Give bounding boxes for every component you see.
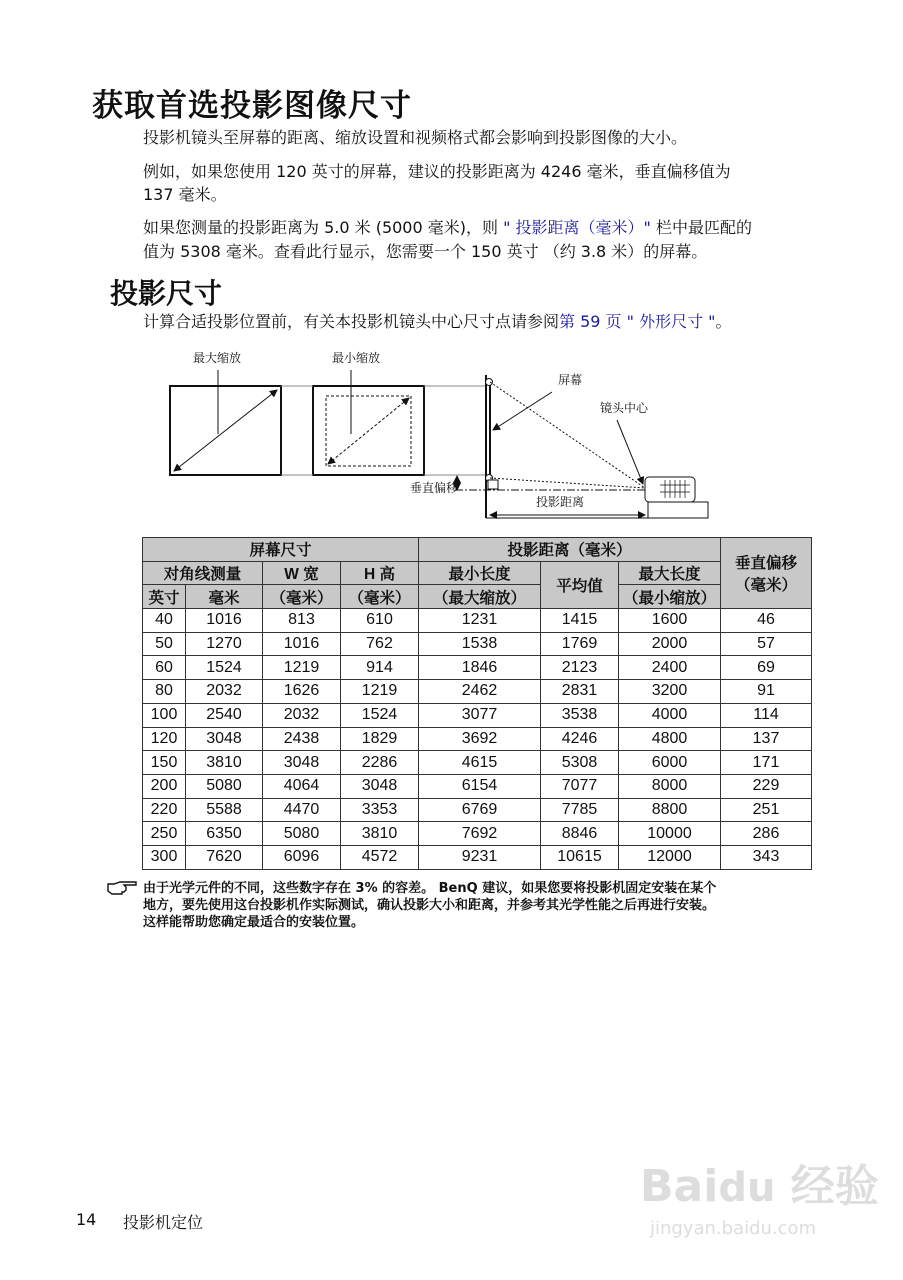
header-min-sub: （最大缩放） <box>419 585 541 609</box>
table-cell: 120 <box>143 727 186 751</box>
table-cell: 1016 <box>186 609 263 633</box>
table-cell: 2286 <box>341 751 419 775</box>
table-cell: 6769 <box>419 798 541 822</box>
table-cell: 10615 <box>541 845 619 869</box>
header-mm: 毫米 <box>186 585 263 609</box>
header-max-sub: （最小缩放） <box>619 585 721 609</box>
table-cell: 171 <box>721 751 812 775</box>
table-cell: 3077 <box>419 703 541 727</box>
table-row <box>143 680 812 704</box>
table-cell: 50 <box>143 632 186 656</box>
table-cell: 2400 <box>619 656 721 680</box>
table-cell: 286 <box>721 822 812 846</box>
table-cell: 7077 <box>541 774 619 798</box>
table-cell: 3048 <box>341 774 419 798</box>
table-cell: 6096 <box>263 845 341 869</box>
table-row <box>143 727 812 751</box>
table-row <box>143 822 812 846</box>
paragraph: 投影机镜头至屏幕的距离、缩放设置和视频格式都会影响到投影图像的大小。 <box>143 128 688 147</box>
header-height-unit: （毫米） <box>341 585 419 609</box>
table-cell: 7692 <box>419 822 541 846</box>
lens-center-label: 镜头中心 <box>600 401 649 415</box>
table-cell: 4800 <box>619 727 721 751</box>
header-vertical-offset: 垂直偏移 （毫米） <box>721 538 812 609</box>
table-cell: 7785 <box>541 798 619 822</box>
table-cell: 3538 <box>541 703 619 727</box>
header-max-length: 最大长度 <box>619 561 721 585</box>
table-cell: 2032 <box>186 680 263 704</box>
page-link[interactable]: 第 59 页 " 外形尺寸 " <box>559 312 716 331</box>
header-screen-size: 屏幕尺寸 <box>143 538 419 562</box>
table-cell: 1231 <box>419 609 541 633</box>
note-line: 地方，要先使用这台投影机作实际测试，确认投影大小和距离，并参考其光学性能之后再进行安装。 <box>143 898 716 913</box>
table-cell: 2438 <box>263 727 341 751</box>
table-cell: 1538 <box>419 632 541 656</box>
max-zoom-label: 最大缩放 <box>193 351 242 365</box>
note <box>143 880 823 931</box>
table-cell: 1219 <box>263 656 341 680</box>
table-cell: 251 <box>721 798 812 822</box>
table-cell: 8846 <box>541 822 619 846</box>
table-cell: 1626 <box>263 680 341 704</box>
note-line: 由于光学元件的不同，这些数字存在 3% 的容差。 BenQ 建议，如果您要将投影机固定安装在某个 <box>143 881 717 896</box>
table-cell: 4000 <box>619 703 721 727</box>
table-cell: 1829 <box>341 727 419 751</box>
table-cell: 3200 <box>619 680 721 704</box>
table-cell: 8800 <box>619 798 721 822</box>
table-cell: 300 <box>143 845 186 869</box>
table-cell: 100 <box>143 703 186 727</box>
table-cell: 4064 <box>263 774 341 798</box>
header-inch: 英寸 <box>143 585 186 609</box>
table-row <box>143 609 812 633</box>
footer-section: 投影机定位 <box>123 1213 204 1232</box>
table-cell: 610 <box>341 609 419 633</box>
table-cell: 80 <box>143 680 186 704</box>
table-row <box>143 656 812 680</box>
table-cell: 150 <box>143 751 186 775</box>
table-row <box>143 751 812 775</box>
header-projection-distance: 投影距离（毫米） <box>419 538 721 562</box>
table-cell: 1524 <box>186 656 263 680</box>
table-cell: 1270 <box>186 632 263 656</box>
table-cell: 3353 <box>341 798 419 822</box>
header-diagonal: 对角线测量 <box>143 561 263 585</box>
table-cell: 1016 <box>263 632 341 656</box>
projection-distance-label: 投影距离 <box>536 495 585 509</box>
table-cell: 5588 <box>186 798 263 822</box>
table-cell: 6000 <box>619 751 721 775</box>
table-cell: 2032 <box>263 703 341 727</box>
text: 值为 5308 毫米。查看此行显示，您需要一个 150 英寸 （约 3.8 米）的屏幕。 <box>143 242 708 261</box>
table-cell: 69 <box>721 656 812 680</box>
table-cell: 60 <box>143 656 186 680</box>
table-cell: 1415 <box>541 609 619 633</box>
header-min-length: 最小长度 <box>419 561 541 585</box>
header-height: H 高 <box>341 561 419 585</box>
table-row <box>143 845 812 869</box>
table-cell: 1219 <box>341 680 419 704</box>
page-title: 获取首选投影图像尺寸 <box>92 88 412 124</box>
projection-size-table <box>142 537 812 870</box>
table-cell: 40 <box>143 609 186 633</box>
table-cell: 5080 <box>186 774 263 798</box>
table-cell: 46 <box>721 609 812 633</box>
note-line: 这样能帮助您确定最适合的安装位置。 <box>143 915 365 930</box>
table-cell: 1600 <box>619 609 721 633</box>
watermark-url: jingyan.baidu.com <box>650 1218 817 1239</box>
table-cell: 813 <box>263 609 341 633</box>
table-cell: 137 <box>721 727 812 751</box>
table-cell: 3810 <box>341 822 419 846</box>
table-cell: 114 <box>721 703 812 727</box>
table-cell: 4615 <box>419 751 541 775</box>
paragraph <box>143 216 752 264</box>
column-link[interactable]: " 投影距离（毫米）" <box>503 218 651 237</box>
table-cell: 220 <box>143 798 186 822</box>
table-cell: 5080 <box>263 822 341 846</box>
pointing-hand-icon <box>106 880 140 900</box>
table-cell: 8000 <box>619 774 721 798</box>
vertical-offset-label: 垂直偏移 <box>410 481 459 495</box>
header-width-unit: （毫米） <box>263 585 341 609</box>
table-cell: 9231 <box>419 845 541 869</box>
table-cell: 2831 <box>541 680 619 704</box>
table-cell: 10000 <box>619 822 721 846</box>
paragraph: 137 毫米。 <box>143 185 227 204</box>
table-cell: 343 <box>721 845 812 869</box>
table-cell: 1769 <box>541 632 619 656</box>
min-zoom-label: 最小缩放 <box>332 351 381 365</box>
table-cell: 1524 <box>341 703 419 727</box>
paragraph: 例如，如果您使用 120 英寸的屏幕，建议的投影距离为 4246 毫米，垂直偏移值为 <box>143 162 731 181</box>
header-average: 平均值 <box>541 561 619 608</box>
table-cell: 2000 <box>619 632 721 656</box>
text: 。 <box>715 312 732 331</box>
table-cell: 12000 <box>619 845 721 869</box>
text: 如果您测量的投影距离为 5.0 米 (5000 毫米)，则 <box>143 218 504 237</box>
table-cell: 4470 <box>263 798 341 822</box>
table-cell: 2540 <box>186 703 263 727</box>
table-cell: 6154 <box>419 774 541 798</box>
table-cell: 914 <box>341 656 419 680</box>
page-number: 14 <box>76 1210 97 1229</box>
text: 栏中最匹配的 <box>650 218 752 237</box>
header-width: W 宽 <box>263 561 341 585</box>
table-row <box>143 703 812 727</box>
table-cell: 2462 <box>419 680 541 704</box>
table-cell: 2123 <box>541 656 619 680</box>
screen-label: 屏幕 <box>558 373 583 387</box>
table-cell: 3048 <box>263 751 341 775</box>
section-title: 投影尺寸 <box>110 277 223 310</box>
table-cell: 3692 <box>419 727 541 751</box>
projection-diagram <box>160 340 720 530</box>
table-cell: 250 <box>143 822 186 846</box>
table-cell: 5308 <box>541 751 619 775</box>
table-row <box>143 632 812 656</box>
table-cell: 229 <box>721 774 812 798</box>
table-cell: 7620 <box>186 845 263 869</box>
table-cell: 3810 <box>186 751 263 775</box>
table-cell: 57 <box>721 632 812 656</box>
table-cell: 4572 <box>341 845 419 869</box>
table-cell: 91 <box>721 680 812 704</box>
table-cell: 4246 <box>541 727 619 751</box>
table-cell: 762 <box>341 632 419 656</box>
table-cell: 200 <box>143 774 186 798</box>
projector-icon <box>645 477 708 518</box>
table-cell: 1846 <box>419 656 541 680</box>
table-cell: 6350 <box>186 822 263 846</box>
paragraph <box>143 310 732 334</box>
table-row <box>143 798 812 822</box>
text: 计算合适投影位置前，有关本投影机镜头中心尺寸点请参阅 <box>143 312 560 331</box>
watermark-logo: Baidu 经验 <box>640 1161 879 1212</box>
table-cell: 3048 <box>186 727 263 751</box>
table-row <box>143 774 812 798</box>
